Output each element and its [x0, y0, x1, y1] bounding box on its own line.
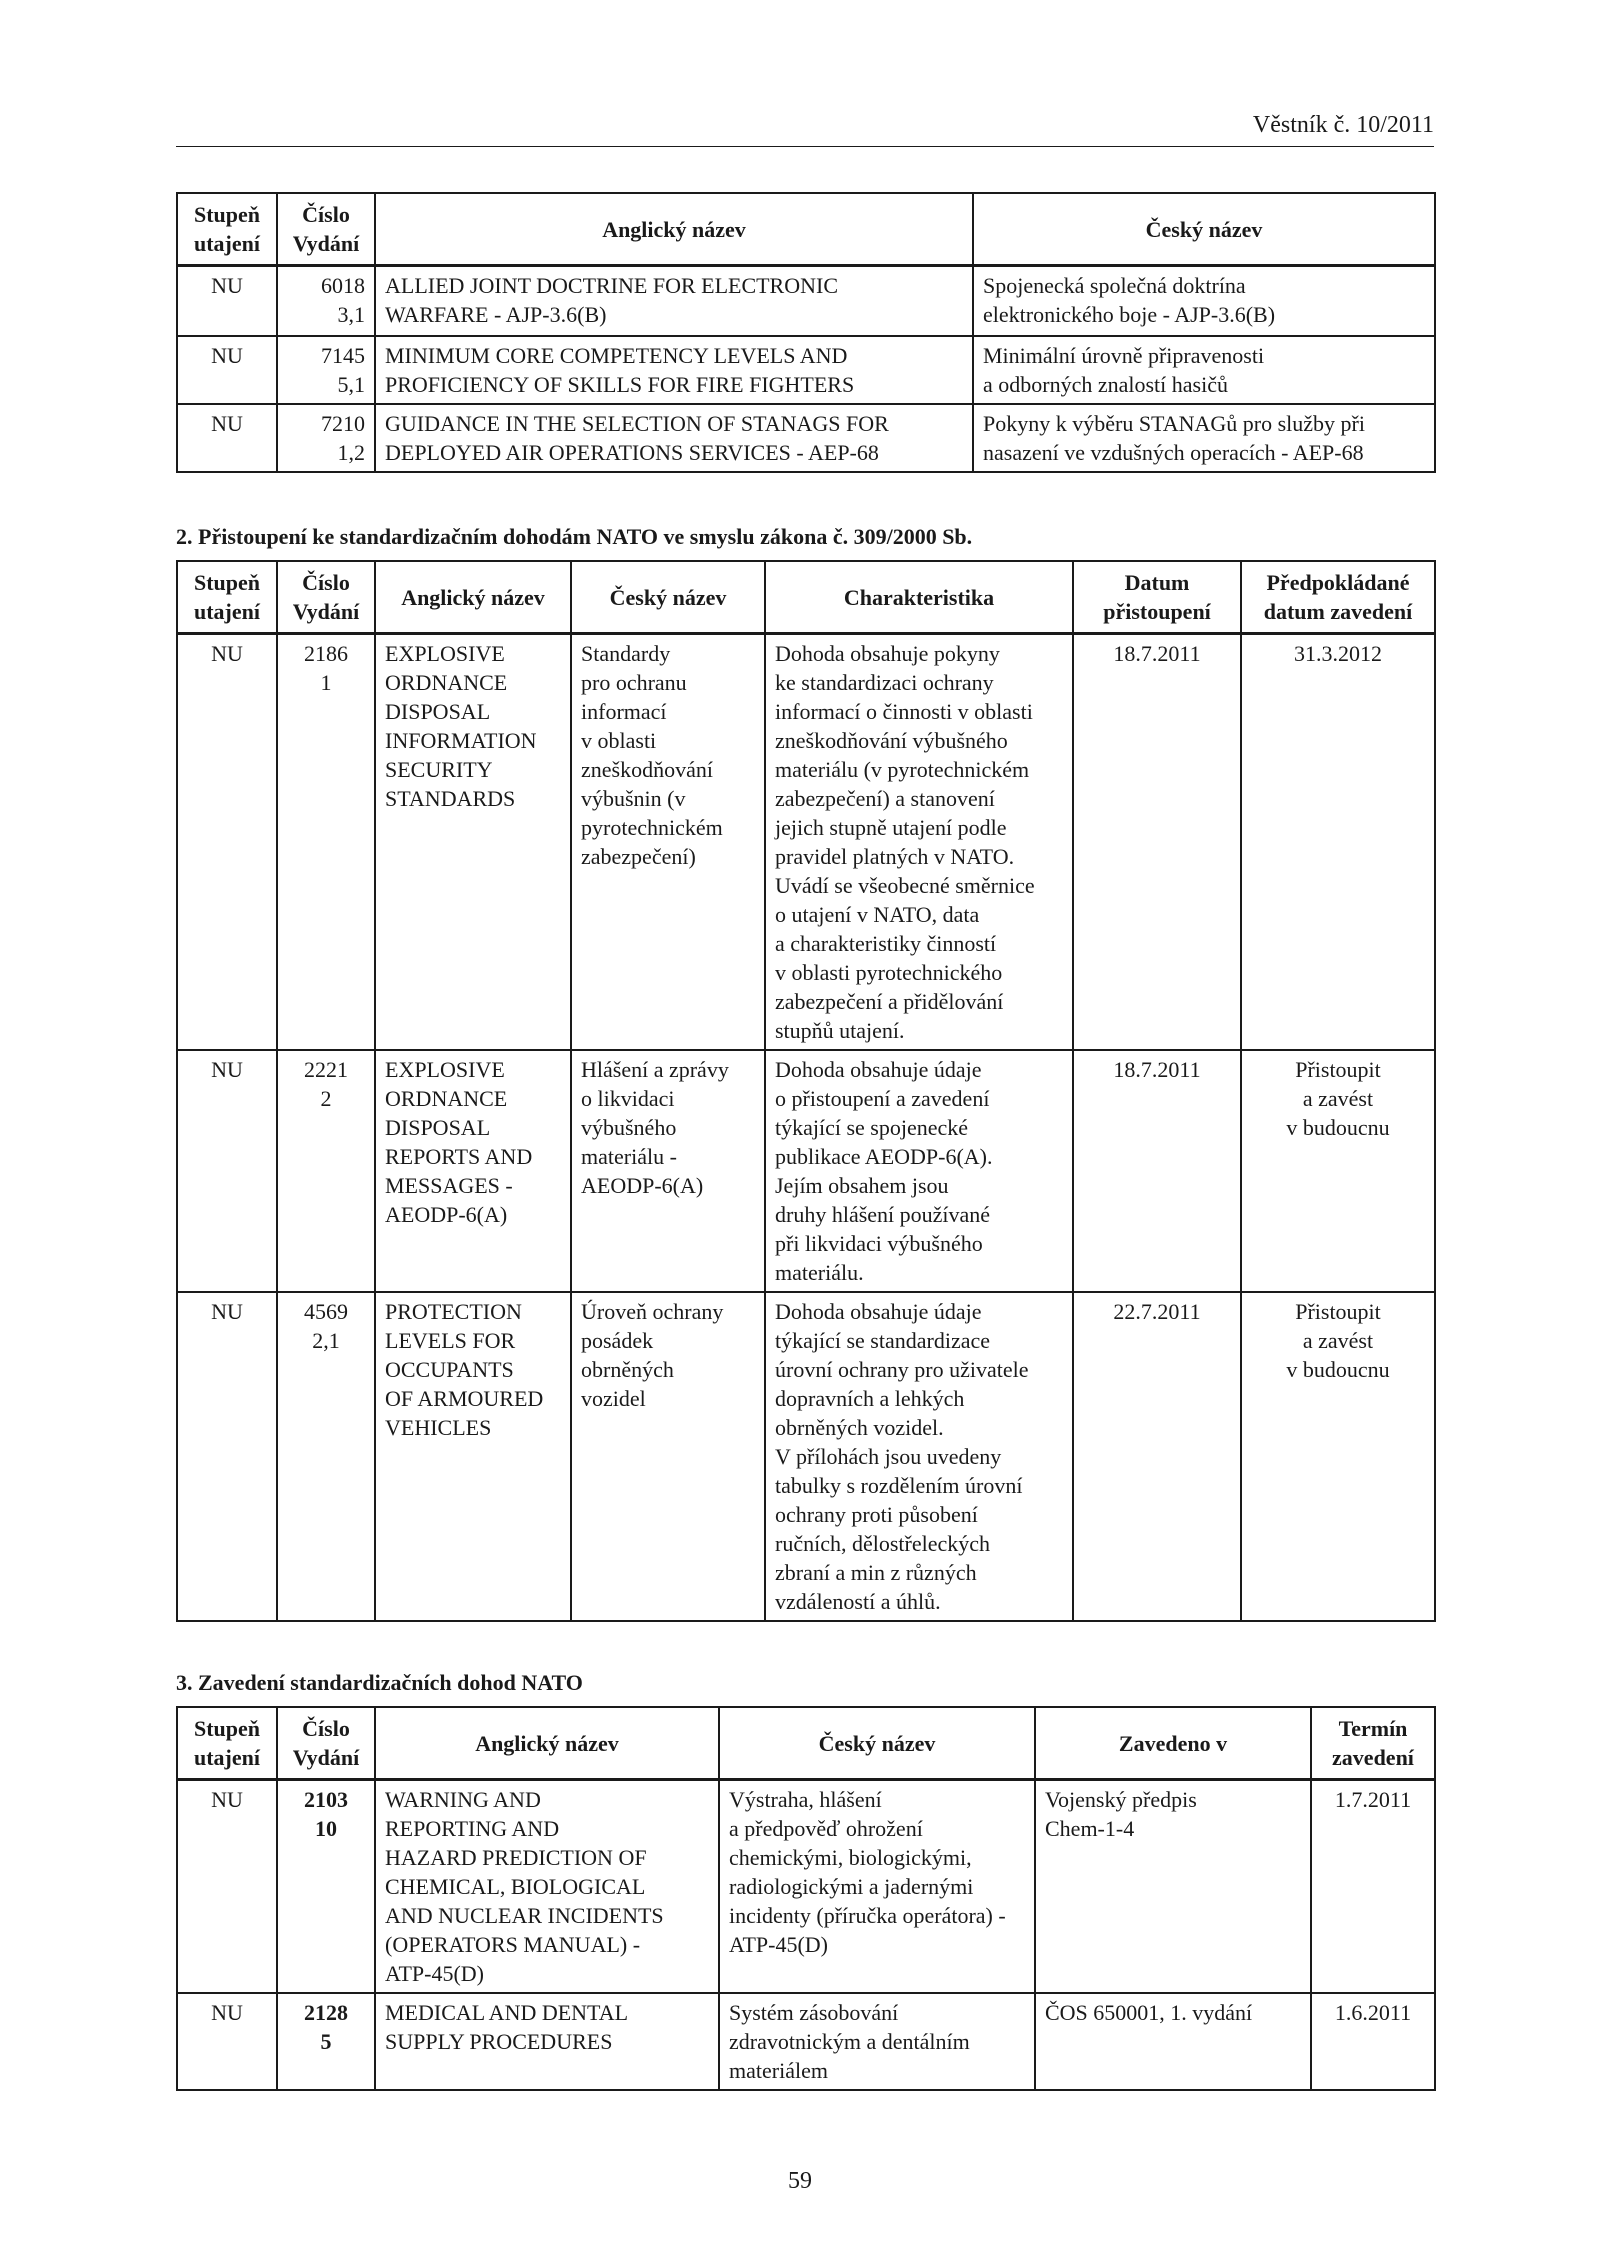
header-cesky-nazev: Český název	[973, 193, 1435, 266]
cell-predpokladane-datum: Přistoupit a zavést v budoucnu	[1241, 1292, 1435, 1621]
cell-anglicky-nazev: MINIMUM CORE COMPETENCY LEVELS AND PROFICIENCY OF SKILLS FOR FIRE FIGHTERS	[375, 336, 973, 404]
table-row	[177, 336, 1435, 404]
cell-stupen: NU	[177, 634, 277, 1051]
header-rule	[176, 146, 1434, 147]
journal-title: Věstník č. 10/2011	[1252, 112, 1434, 138]
header-cislo: Číslo Vydání	[277, 193, 375, 266]
table-row	[177, 266, 1435, 336]
cell-anglicky-nazev: EXPLOSIVE ORDNANCE DISPOSAL INFORMATION SECURITY STANDARDS	[375, 634, 571, 1051]
cell-cesky-nazev: Minimální úrovně připravenosti a odborných znalostí hasičů	[973, 336, 1435, 404]
stanag-table-2	[176, 560, 1436, 1622]
cell-termin-zavedeni: 1.6.2011	[1311, 1993, 1435, 2090]
cell-termin-zavedeni: 1.7.2011	[1311, 1780, 1435, 1994]
header-charakteristika: Charakteristika	[765, 561, 1073, 634]
header-stupen: Stupeň utajení	[177, 193, 277, 266]
section-2-title: 2. Přistoupení ke standardizačním dohodám NATO ve smyslu zákona č. 309/2000 Sb.	[176, 524, 973, 549]
cell-stupen: NU	[177, 1050, 277, 1292]
cell-cislo: 4569 2,1	[277, 1292, 375, 1621]
header-datum-pristoupeni: Datum přistoupení	[1073, 561, 1241, 634]
cell-cislo: 7145 5,1	[277, 336, 375, 404]
header-stupen: Stupeň utajení	[177, 1707, 277, 1780]
cell-zavedeno-v: Vojenský předpis Chem-1-4	[1035, 1780, 1311, 1994]
stanag-table-3	[176, 1706, 1436, 2091]
cell-anglicky-nazev: ALLIED JOINT DOCTRINE FOR ELECTRONIC WARFARE - AJP-3.6(B)	[375, 266, 973, 336]
cell-anglicky-nazev: GUIDANCE IN THE SELECTION OF STANAGS FOR DEPLOYED AIR OPERATIONS SERVICES - AEP-68	[375, 404, 973, 472]
header-anglicky-nazev: Anglický název	[375, 1707, 719, 1780]
cell-stupen: NU	[177, 1780, 277, 1994]
cell-charakteristika: Dohoda obsahuje pokyny ke standardizaci ochrany informací o činnosti v oblasti zneškodňování výbušného materiálu (v pyrotechnickém zabezpečení) a stanovení jejich stupně utajení podle pravidel platných v NATO. Uvádí se všeobecné směrnice o utajení v NATO, data a charakteristiky činností v oblasti pyrotechnického zabezpečení a přidělování stupňů utajení.	[765, 634, 1073, 1051]
header-stupen: Stupeň utajení	[177, 561, 277, 634]
table-row	[177, 1993, 1435, 2090]
cell-anglicky-nazev: EXPLOSIVE ORDNANCE DISPOSAL REPORTS AND MESSAGES - AEODP-6(A)	[375, 1050, 571, 1292]
cell-cesky-nazev: Spojenecká společná doktrína elektronického boje - AJP-3.6(B)	[973, 266, 1435, 336]
cell-cislo: 2128 5	[277, 1993, 375, 2090]
section-3-title: 3. Zavedení standardizačních dohod NATO	[176, 1670, 583, 1695]
header-anglicky-nazev: Anglický název	[375, 561, 571, 634]
cell-stupen: NU	[177, 404, 277, 472]
header-cesky-nazev: Český název	[719, 1707, 1035, 1780]
cell-charakteristika: Dohoda obsahuje údaje o přistoupení a zavedení týkající se spojenecké publikace AEODP-6(A). Jejím obsahem jsou druhy hlášení používané při likvidaci výbušného materiálu.	[765, 1050, 1073, 1292]
table-row	[177, 1780, 1435, 1994]
cell-cesky-nazev: Standardy pro ochranu informací v oblasti zneškodňování výbušnin (v pyrotechnickém zabezpečení)	[571, 634, 765, 1051]
cell-anglicky-nazev: MEDICAL AND DENTAL SUPPLY PROCEDURES	[375, 1993, 719, 2090]
cell-stupen: NU	[177, 1993, 277, 2090]
header-termin-zavedeni: Termín zavedení	[1311, 1707, 1435, 1780]
header-cislo: Číslo Vydání	[277, 561, 375, 634]
cell-cislo: 2221 2	[277, 1050, 375, 1292]
cell-stupen: NU	[177, 1292, 277, 1621]
cell-cesky-nazev: Úroveň ochrany posádek obrněných vozidel	[571, 1292, 765, 1621]
cell-cesky-nazev: Systém zásobování zdravotnickým a dentálním materiálem	[719, 1993, 1035, 2090]
header-cesky-nazev: Český název	[571, 561, 765, 634]
cell-cesky-nazev: Výstraha, hlášení a předpověď ohrožení chemickými, biologickými, radiologickými a jadernými incidenty (příručka operátora) - ATP-45(D)	[719, 1780, 1035, 1994]
cell-anglicky-nazev: WARNING AND REPORTING AND HAZARD PREDICTION OF CHEMICAL, BIOLOGICAL AND NUCLEAR INCIDENTS (OPERATORS MANUAL) - ATP-45(D)	[375, 1780, 719, 1994]
cell-datum-pristoupeni: 22.7.2011	[1073, 1292, 1241, 1621]
cell-cesky-nazev: Pokyny k výběru STANAGů pro služby při nasazení ve vzdušných operacích - AEP-68	[973, 404, 1435, 472]
cell-stupen: NU	[177, 266, 277, 336]
cell-predpokladane-datum: Přistoupit a zavést v budoucnu	[1241, 1050, 1435, 1292]
cell-stupen: NU	[177, 336, 277, 404]
cell-zavedeno-v: ČOS 650001, 1. vydání	[1035, 1993, 1311, 2090]
table-row	[177, 1050, 1435, 1292]
cell-datum-pristoupeni: 18.7.2011	[1073, 634, 1241, 1051]
cell-cesky-nazev: Hlášení a zprávy o likvidaci výbušného materiálu - AEODP-6(A)	[571, 1050, 765, 1292]
cell-predpokladane-datum: 31.3.2012	[1241, 634, 1435, 1051]
table-row	[177, 404, 1435, 472]
cell-cislo: 2186 1	[277, 634, 375, 1051]
cell-charakteristika: Dohoda obsahuje údaje týkající se standardizace úrovní ochrany pro uživatele dopravních a lehkých obrněných vozidel. V přílohách jsou uvedeny tabulky s rozdělením úrovní ochrany proti působení ručních, dělostřeleckých zbraní a min z různých vzdáleností a úhlů.	[765, 1292, 1073, 1621]
cell-datum-pristoupeni: 18.7.2011	[1073, 1050, 1241, 1292]
header-anglicky-nazev: Anglický název	[375, 193, 973, 266]
header-predpokladane-datum: Předpokládané datum zavedení	[1241, 561, 1435, 634]
page-number: 59	[788, 2168, 812, 2194]
cell-cislo: 7210 1,2	[277, 404, 375, 472]
table-row	[177, 634, 1435, 1051]
header-zavedeno-v: Zavedeno v	[1035, 1707, 1311, 1780]
header-cislo: Číslo Vydání	[277, 1707, 375, 1780]
cell-cislo: 2103 10	[277, 1780, 375, 1994]
table-row	[177, 1292, 1435, 1621]
stanag-table-1	[176, 192, 1436, 473]
cell-anglicky-nazev: PROTECTION LEVELS FOR OCCUPANTS OF ARMOURED VEHICLES	[375, 1292, 571, 1621]
cell-cislo: 6018 3,1	[277, 266, 375, 336]
